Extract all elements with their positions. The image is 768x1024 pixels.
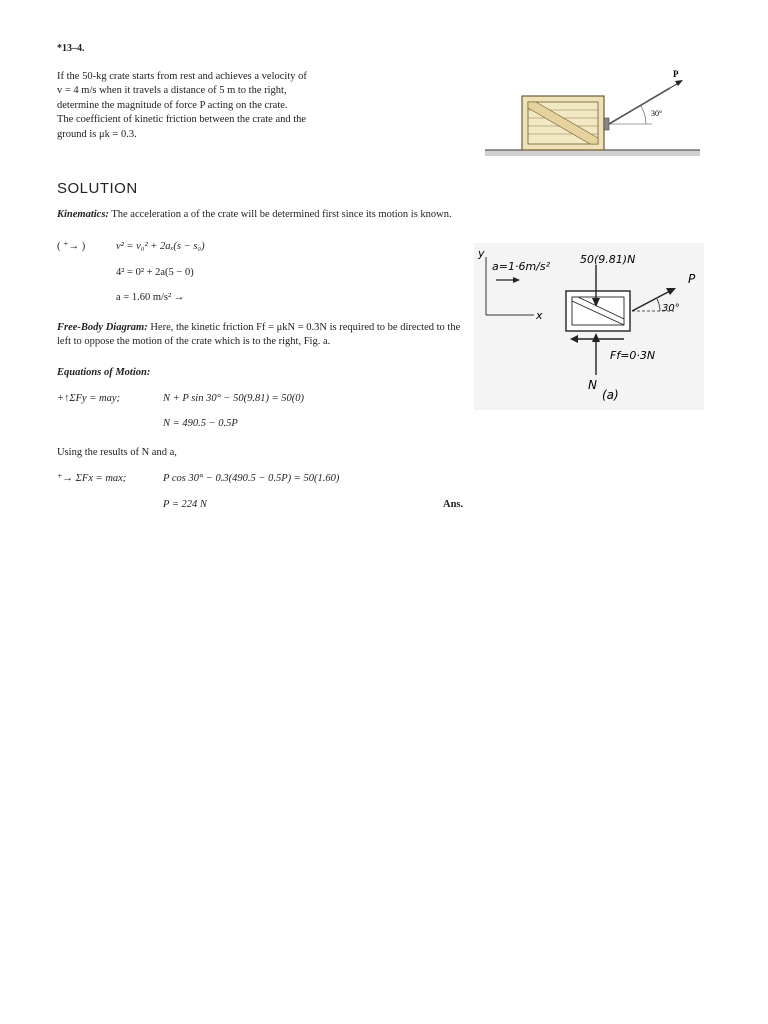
normal-label: N [588,378,597,392]
ground-shading [485,150,700,156]
weight-label: 50(9.81)N [580,253,636,266]
problem-line-1: If the 50-kg crate starts from rest and achieves a velocity of [57,71,307,82]
fbd-text: Here, the kinetic friction Ff = μkN = 0.3N is required to be directed to the left to oppose the motion of the crate which is to the right, Fig. a. [57,322,461,347]
x-axis-label: x [536,309,543,322]
acceleration-label: a=1·6m/s² [492,260,551,273]
answer-label: Ans. [443,499,464,510]
force-p-label: P [673,69,679,79]
eom-x-equation-1: P cos 30° − 0.3(490.5 − 0.5P) = 50(1.60) [163,473,340,484]
fbd-paragraph [57,321,467,349]
direction-symbol: ( ⁺→ ) [57,241,86,252]
fbd-figure [474,243,704,410]
fbd-force-p-label: P [688,272,696,286]
fbd-angle-label: 30° [662,303,680,314]
using-results-text: Using the results of N and a, [57,447,177,458]
kinematics-text: The acceleration a of the crate will be determined first since its motion is known. [108,209,452,220]
eom-heading: Equations of Motion: [57,367,151,378]
problem-number: *13–4. [57,43,85,54]
figure-label: (a) [602,388,619,402]
kinematics-label: Kinematics: [57,209,109,220]
problem-line-5: ground is μk = 0.3. [57,128,137,140]
rope [609,88,670,124]
kinematics-equation-1: v² = v₀² + 2aₓ(s − s₀) [116,241,205,252]
kinematics-equation-2: 4² = 0² + 2a(5 − 0) [116,267,194,278]
kinematics-paragraph [57,208,467,222]
eom-y-left: +↑ΣFy = may; [57,393,120,404]
fbd-label: Free-Body Diagram: [57,322,148,333]
eom-y-equation-2: N = 490.5 − 0.5P [163,418,238,429]
force-p-arrowhead [675,80,683,86]
crate-figure [480,66,705,162]
kinematics-equation-3: a = 1.60 m/s² → [116,292,185,303]
crate [522,96,609,150]
answer: P = 224 N [163,499,207,510]
problem-line-2: v = 4 m/s when it travels a distance of 5 m to the right, [57,85,287,97]
solution-heading: SOLUTION [57,180,138,197]
problem-line-4: The coefficient of kinetic friction between the crate and the [57,114,307,126]
friction-label: Ff=0·3N [610,349,656,362]
eom-y-equation-1: N + P sin 30° − 50(9.81) = 50(0) [163,393,305,404]
eom-x-left: ⁺→ ΣFx = max; [57,473,127,484]
problem-statement [57,70,347,142]
angle-arc [641,106,646,124]
problem-line-3: determine the magnitude of force P acting on the crate. [57,99,288,111]
y-axis-label: y [478,247,485,260]
angle-label: 30° [651,109,663,118]
